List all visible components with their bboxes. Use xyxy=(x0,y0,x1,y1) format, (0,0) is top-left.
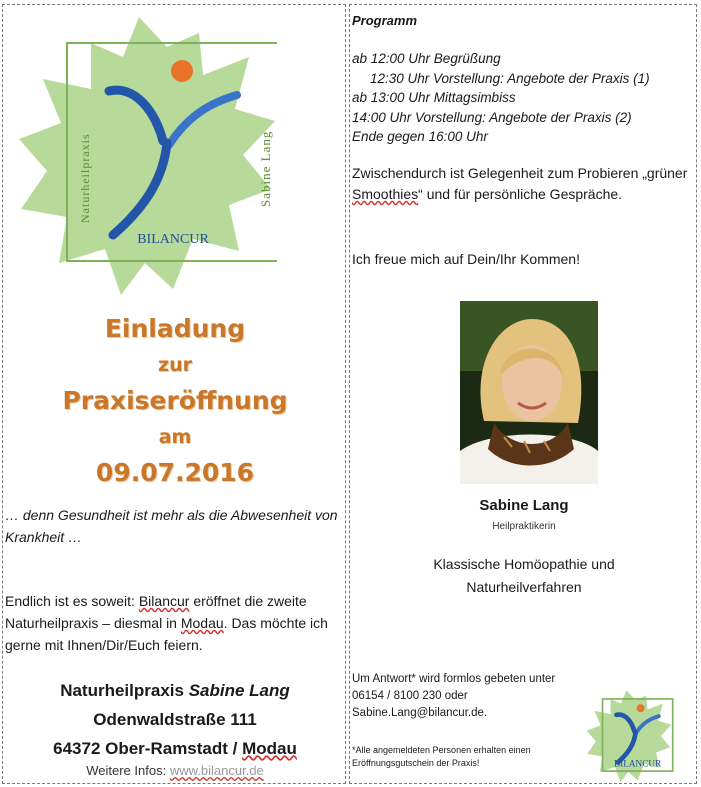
program-item: Ende gegen 16:00 Uhr xyxy=(352,129,488,144)
invitation-right-panel xyxy=(349,4,697,784)
invitation-left-panel xyxy=(2,4,346,784)
more-info-label: Weitere Infos: xyxy=(86,763,170,778)
footnote-line-2: Eröffnungsgutschein der Praxis! xyxy=(352,758,480,768)
intro-paragraph xyxy=(5,590,347,656)
logo-brand: BILANCUR xyxy=(137,232,209,247)
event-date: 09.07.2016 xyxy=(95,458,255,487)
sun-icon xyxy=(637,704,645,712)
rsvp-block xyxy=(352,671,555,722)
sun-icon xyxy=(171,60,193,82)
program-title: Programm xyxy=(352,13,418,28)
intro-part-2: eröffnet die zweite Naturheilpraxis – diesmal in xyxy=(5,593,307,631)
intro-part-3: . Das möchte ich gerne mit Ihnen/Dir/Euch feiern. xyxy=(5,615,328,653)
program-list xyxy=(352,49,650,147)
footnote xyxy=(352,744,531,770)
logo-left-text: Naturheilpraxis xyxy=(78,133,92,223)
program-item: ab 12:00 Uhr Begrüßung xyxy=(352,51,501,66)
city-district: Modau xyxy=(242,739,297,758)
tagline: … denn Gesundheit ist mehr als die Abwesenheit von Krankheit … xyxy=(5,507,338,545)
intro-part-1: Endlich ist es soweit: xyxy=(5,593,139,609)
footnote-line-1: *Alle angemeldeten Personen erhalten einen xyxy=(352,745,531,755)
heading-line-1: Einladung xyxy=(104,314,246,343)
city-name: 64372 Ober-Ramstadt / xyxy=(53,739,243,758)
portrait-photo xyxy=(460,301,598,484)
heading-line-2: zur xyxy=(158,354,192,376)
bilancur-logo xyxy=(17,13,277,303)
meanwhile-word: Smoothies xyxy=(352,186,419,202)
intro-town: Modau xyxy=(180,615,224,631)
address-practice xyxy=(3,676,347,705)
rsvp-phone: 06154 / 8100 230 oder xyxy=(352,690,468,702)
more-info xyxy=(3,763,347,778)
program-item: 14:00 Uhr Vorstellung: Angebote der Praxis (2) xyxy=(352,109,632,125)
intro-brand: Bilancur xyxy=(138,593,190,609)
rsvp-line: Um Antwort* wird formlos gebeten unter xyxy=(352,673,556,685)
specialty-line-2: Naturheilverfahren xyxy=(466,579,582,595)
logo-right-text: Sabine Lang xyxy=(258,130,273,207)
website-link[interactable]: www.bilancur.de xyxy=(169,763,264,778)
invitation-heading xyxy=(3,311,347,491)
heading-line-3: Praxiseröffnung xyxy=(62,386,288,415)
bilancur-logo-small xyxy=(580,689,678,785)
leaf-shape xyxy=(19,17,275,295)
rsvp-email[interactable]: Sabine.Lang@bilancur.de. xyxy=(352,707,488,719)
person-role: Heilpraktikerin xyxy=(492,521,556,532)
specialty-line-1: Klassische Homöopathie und xyxy=(433,556,615,572)
person-specialties xyxy=(350,553,698,599)
welcome-text: Ich freue mich auf Dein/Ihr Kommen! xyxy=(352,251,580,267)
program-item: ab 13:00 Uhr Mittagsimbiss xyxy=(352,90,516,105)
small-logo-brand: BILANCUR xyxy=(613,759,662,770)
practice-prefix: Naturheilpraxis xyxy=(60,681,189,700)
meanwhile-part-1: Zwischendurch ist Gelegenheit zum Probieren „grüner xyxy=(352,165,688,181)
meanwhile-part-2: “ und für persönliche Gespräche. xyxy=(418,186,623,202)
heading-line-4: am xyxy=(158,426,192,448)
practice-name: Sabine Lang xyxy=(188,681,290,700)
address-city xyxy=(3,734,347,763)
person-name: Sabine Lang xyxy=(479,497,569,514)
address-street: Odenwaldstraße 111 xyxy=(93,710,257,729)
practice-address xyxy=(3,676,347,763)
meanwhile-text xyxy=(352,163,696,205)
program-item: 12:30 Uhr Vorstellung: Angebote der Praxis (1) xyxy=(370,70,650,86)
